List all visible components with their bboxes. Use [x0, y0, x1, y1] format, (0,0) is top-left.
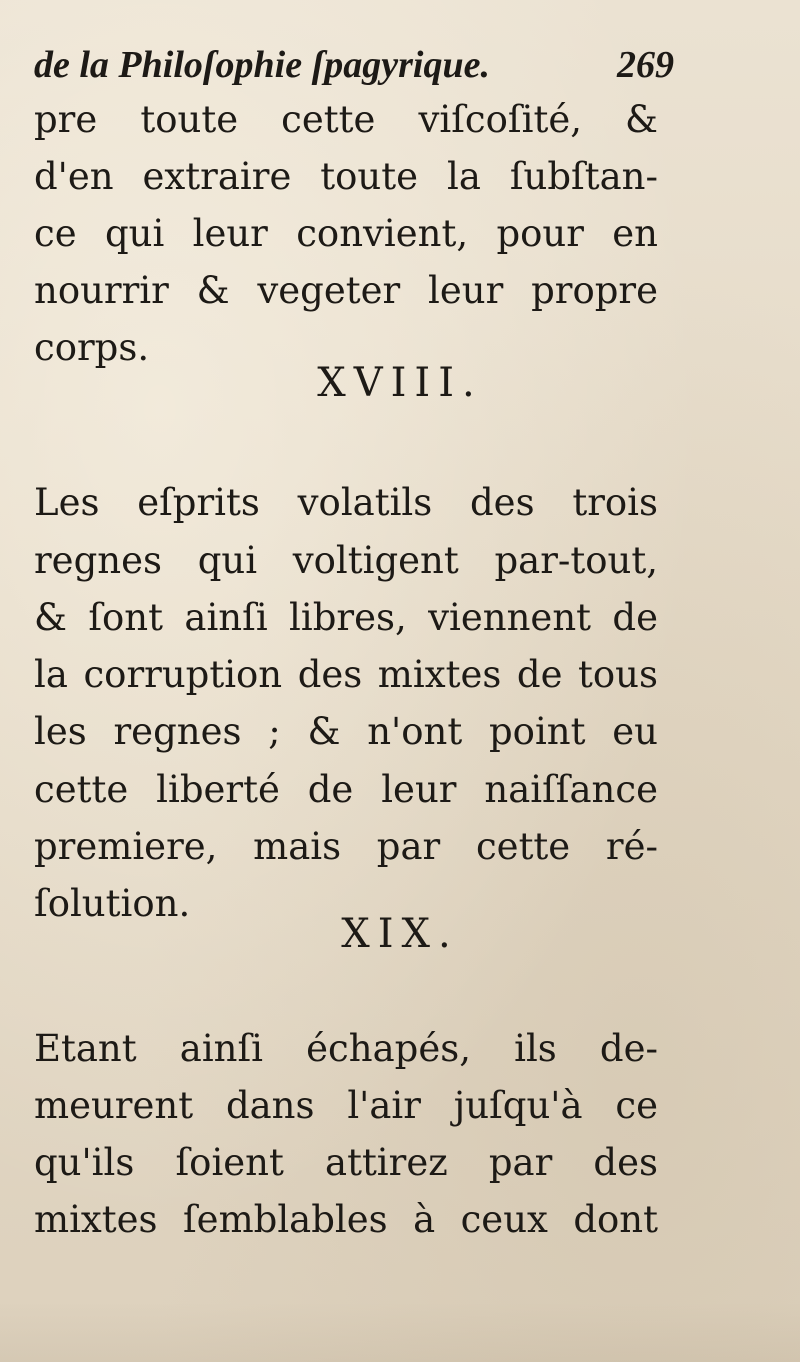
section-number: XIX.	[341, 911, 459, 957]
text-line: Les eſprits volatils des trois	[34, 481, 658, 524]
section-number: XVIII.	[317, 360, 483, 406]
text-line: qu'ils ſoient attirez par des	[34, 1141, 658, 1184]
text-line: d'en extraire toute la ſubſtan-	[34, 155, 658, 198]
text-line: les regnes ; & n'ont point eu	[34, 710, 658, 753]
text-line: nourrir & vegeter leur propre	[34, 269, 658, 312]
text-line: mixtes ſemblables à ceux dont	[34, 1198, 658, 1241]
running-title: de la Philoſophie ſpagyrique.	[34, 44, 490, 86]
page-number: 269	[617, 44, 674, 86]
text-line: pre toute cette viſcoſité, &	[34, 98, 658, 141]
text-line: corps.	[34, 326, 150, 369]
text-line: regnes qui voltigent par-tout,	[34, 539, 658, 582]
text-line: meurent dans l'air juſqu'à ce	[34, 1084, 658, 1127]
text-line: ſolution.	[34, 882, 191, 925]
text-line: ce qui leur convient, pour en	[34, 212, 658, 255]
text-line: la corruption des mixtes de tous	[34, 653, 658, 696]
text-line: premiere, mais par cette ré-	[34, 825, 658, 868]
text-line: & ſont ainſi libres, viennent de	[34, 596, 658, 639]
paper-shading	[0, 1302, 800, 1362]
text-line: Etant ainſi échapés, ils de-	[34, 1027, 658, 1070]
text-line: cette liberté de leur naiſſance	[34, 768, 658, 811]
page-header	[34, 40, 674, 96]
